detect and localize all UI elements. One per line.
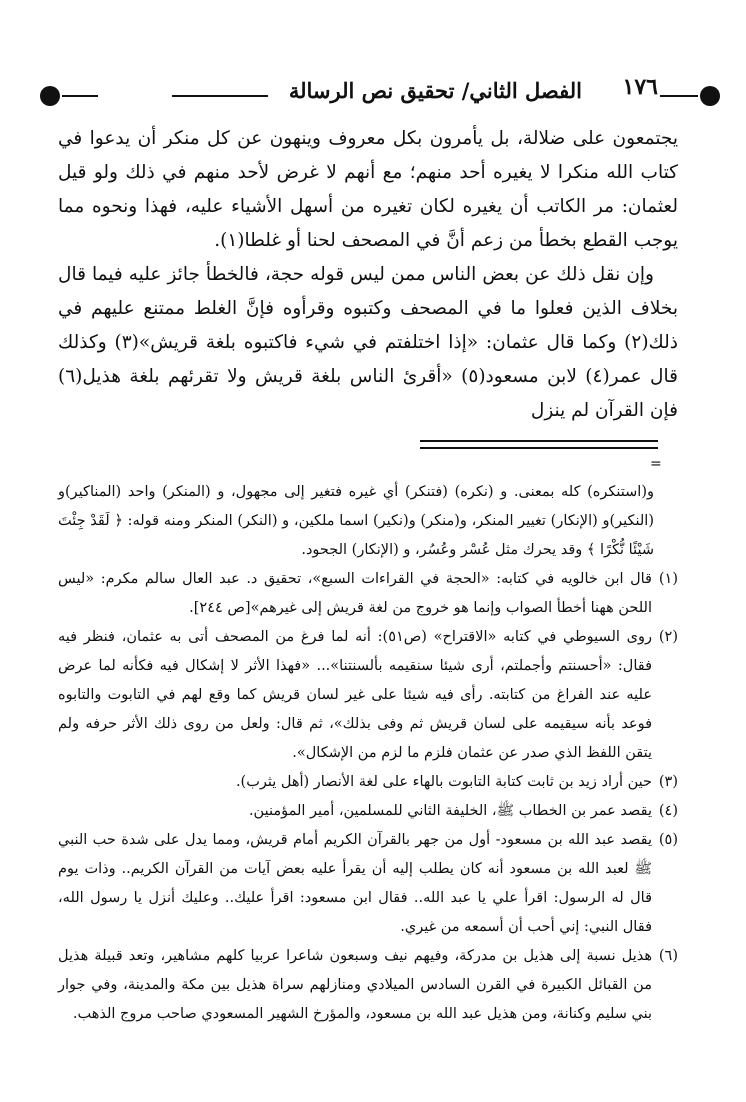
footnote	[58, 565, 678, 623]
header-rule-left	[62, 95, 98, 97]
header-rule-middle	[172, 95, 268, 97]
page-header	[40, 72, 720, 120]
footnote	[58, 768, 678, 797]
footnote-number: (٦)	[658, 948, 678, 964]
header-dot-right	[700, 86, 720, 106]
footnotes	[58, 478, 678, 1029]
footnote	[58, 797, 678, 826]
main-paragraph-2: وإن نقل ذلك عن بعض الناس ممن ليس قوله حجة، فالخطأ جائز عليه فيما قال بخلاف الذين فعلوا ما في المصحف وكتبوه وقرأوه فإنَّ الغلط ممتنع عليهم في ذلك(٢) وكما قال عثمان: «إذا اختلفتم في شيء فاكتبوه بلغة قريش»(٣) وكذلك قال عمر(٤) لابن مسعود(٥) «أقرئ الناس بلغة قريش ولا تقرئهم بلغة هذيل(٦) فإن القرآن لم ينزل	[58, 264, 679, 421]
footnote-continuation: و(استنكره) كله بمعنى. و (نكره) (فتنكر) أي غيره فتغير إلى مجهول، و (المنكر) واحد (المناكير)و (النكير)و (الإنكار) تغيير المنكر، و(منكر) و(نكير) اسما ملكين، و (النكر) المنكر ومنه قوله: ﴿ لَقَدْ جِئْتَ شَيْئًا نُّكْرًا ﴾ وقد يحرك مثل عُسْر وعُسُر، و (الإنكار) الجحود.	[58, 484, 654, 558]
footnote	[58, 942, 678, 1029]
main-paragraph-1: يجتمعون على ضلالة، بل يأمرون بكل معروف وينهون عن كل منكر أن يدعوا في كتاب الله منكرا لا يغيره أحد منهم؛ مع أنهم لا غرض لأحد منهم في ذلك ولو قيل لعثمان: مر الكاتب أن يغيره لكان تغيره من أسهل الأشياء عليه، فهذا ونحوه مما يوجب القطع بخطأ من زعم أنَّ في المصحف لحنا أو غلطا(١).	[58, 128, 678, 251]
header-dot-left	[40, 86, 60, 106]
footnote-text: حين أراد زيد بن ثابت كتابة التابوت بالهاء على لغة الأنصار (أهل يثرب).	[235, 774, 652, 790]
footnote-separator-bottom	[420, 447, 658, 449]
separator-mark: =	[650, 456, 662, 472]
footnote-text: يقصد عمر بن الخطاب ﷺ، الخليفة الثاني للمسلمين، أمير المؤمنين.	[248, 803, 652, 819]
footnote-text: هذيل نسبة إلى هذيل بن مدركة، وفيهم نيف وسبعون شاعرا عربيا كلهم مشاهير، وتعد قبيلة هذيل من القبائل الكبيرة في القرن السادس الميلادي ومنازلهم سراة هذيل بين مكة والمدينة، وفي جوار بني سليم وكنانة، ومن هذيل عبد الله بن مسعود، والمؤرخ الشهير المسعودي صاحب مروج الذهب.	[58, 948, 652, 1022]
footnote-number: (٥)	[658, 832, 678, 848]
footnote-text: روى السيوطي في كتابه «الاقتراح» (ص٥١): أنه لما فرغ من المصحف أتى به عثمان، فنظر فيه فقال: «أحسنتم وأجملتم، أرى شيئا سنقيمه بألسنتنا»... «فهذا الأثر لا إشكال فيه فكأنه لما عرض عليه عند الفراغ من كتابته. رأى فيه شيئا على غير لسان قريش كما وقع لهم في التابوت والتابوه فوعد بأنه سيقيمه على لسان قريش ثم وفى بذلك»، ثم قال: ولعل من روى ذلك الأثر حرفه ولم يتقن اللفظ الذي صدر عن عثمان فلزم ما لزم من الإشكال».	[58, 629, 652, 761]
page-number: ١٧٦	[622, 74, 658, 100]
footnote-number: (٤)	[658, 803, 678, 819]
footnote-number: (٢)	[658, 629, 678, 645]
footnote-text: يقصد عبد الله بن مسعود- أول من جهر بالقرآن الكريم أمام قريش، ومما يدل على شدة حب النبي ﷺ لعبد الله بن مسعود أنه كان يطلب إليه أن يقرأ عليه بعض آيات من القرآن الكريم.. وذات يوم قال له الرسول: اقرأ علي يا عبد الله.. فقال ابن مسعود: اقرأ عليك.. وعليك أنزل يا رسول الله، فقال النبي: إني أحب أن أسمعه من غيري.	[58, 832, 652, 935]
header-rule-right	[660, 95, 698, 97]
chapter-title: الفصل الثاني/ تحقيق نص الرسالة	[288, 78, 582, 103]
footnote-number: (٣)	[658, 774, 678, 790]
footnote	[58, 826, 678, 942]
footnote	[58, 623, 678, 768]
footnote-text: قال ابن خالويه في كتابه: «الحجة في القراءات السبع»، تحقيق د. عبد العال سالم مكرم: «ليس اللحن ههنا أخطأ الصواب وإنما هو خروج من لغة قريش إلى غيرهم»[ص ٢٤٤].	[58, 571, 652, 616]
footnote-separator-top	[420, 440, 658, 442]
footnote-number: (١)	[658, 571, 678, 587]
main-text	[58, 122, 678, 428]
